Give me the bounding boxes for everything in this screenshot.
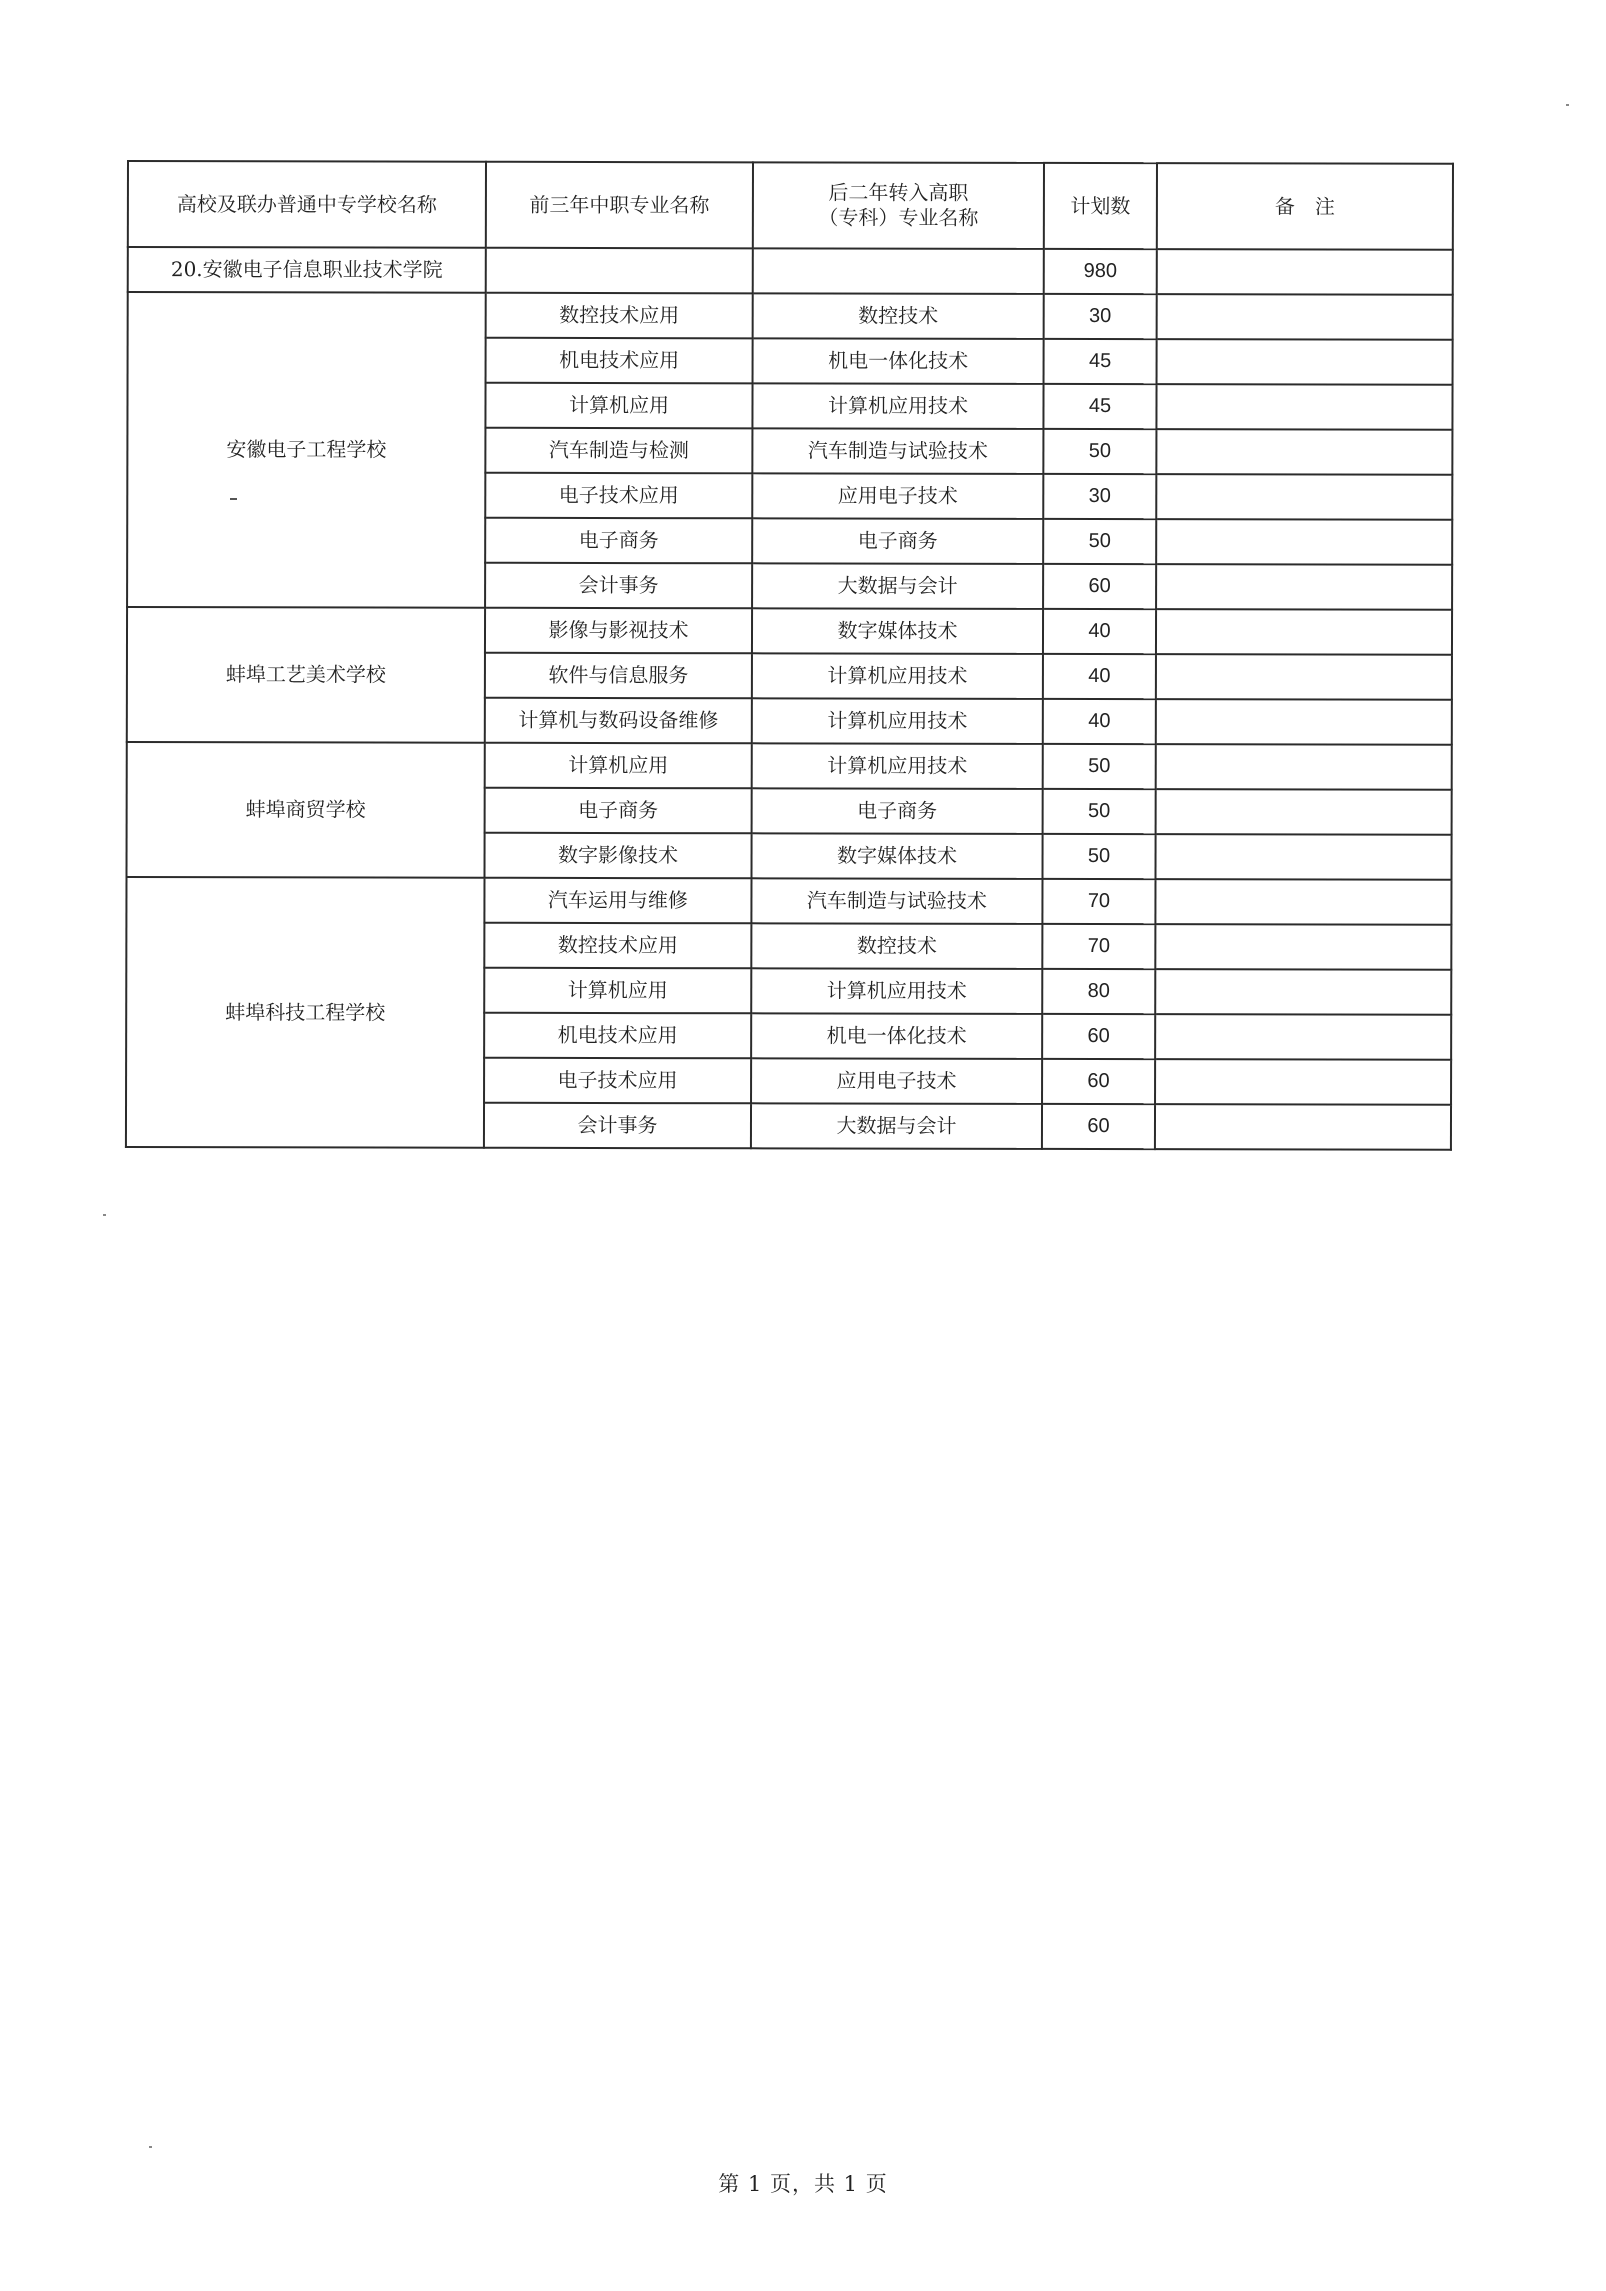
next-major-cell: 数控技术 [753,293,1044,339]
prev-major-cell: 计算机应用 [485,743,752,789]
prev-major-cell: 数控技术应用 [486,293,753,339]
header-prev-major: 前三年中职专业名称 [486,162,753,249]
next-major-cell: 应用电子技术 [752,473,1043,519]
header-next-major [753,162,1044,249]
prev-major-cell: 汽车制造与检测 [485,428,752,474]
note-cell [1156,564,1452,610]
college-total: 980 [1044,249,1157,294]
college-row [128,247,1453,295]
plan-sheet [127,160,1454,1148]
next-major-cell: 大数据与会计 [752,563,1043,609]
prev-major-cell: 计算机应用 [484,968,751,1014]
plan-count-cell: 50 [1043,789,1156,834]
plan-count-cell: 30 [1043,474,1156,519]
scan-speck [103,1214,106,1216]
note-cell [1156,789,1452,835]
plan-count-cell: 70 [1042,879,1155,924]
next-major-cell: 电子商务 [752,518,1043,564]
plan-count-cell: 50 [1043,744,1156,789]
next-major-cell: 汽车制造与试验技术 [751,878,1042,924]
plan-count-cell: 60 [1042,1059,1155,1104]
next-major-cell: 计算机应用技术 [752,743,1043,789]
college-next-empty [753,248,1044,294]
plan-count-cell: 60 [1042,1104,1155,1149]
school-name: 蚌埠工艺美术学校 [127,607,485,743]
header-school: 高校及联办普通中专学校名称 [128,161,486,248]
plan-count-cell: 40 [1043,699,1156,744]
note-cell [1155,1014,1451,1060]
school-name: 安徽电子工程学校 [127,292,486,608]
next-major-cell: 数字媒体技术 [751,833,1042,879]
prev-major-cell: 机电技术应用 [484,1013,751,1059]
header-plan-count: 计划数 [1044,163,1157,249]
plan-count-cell: 45 [1044,339,1157,384]
college-note [1157,249,1453,295]
prev-major-cell: 电子商务 [485,518,752,564]
school-name: 蚌埠商贸学校 [126,742,484,878]
note-cell [1156,519,1452,565]
plan-count-cell: 50 [1043,519,1156,564]
enrollment-plan-table [125,160,1454,1151]
page-footer: 第 1 页，共 1 页 [718,2172,888,2196]
next-major-cell: 数字媒体技术 [752,608,1043,654]
note-cell [1155,969,1451,1015]
note-cell [1155,879,1451,925]
header-row [128,161,1453,250]
note-cell [1157,339,1453,385]
scan-speck [149,2146,152,2148]
next-major-cell: 计算机应用技术 [752,698,1043,744]
plan-count-cell: 50 [1042,834,1155,879]
table-body [126,247,1453,1150]
next-major-cell: 机电一体化技术 [751,1013,1042,1059]
table-row [127,607,1452,655]
scan-speck [1566,104,1569,106]
note-cell [1155,834,1451,880]
prev-major-cell: 数字影像技术 [484,833,751,879]
plan-count-cell: 80 [1042,969,1155,1014]
next-major-cell: 电子商务 [752,788,1043,834]
note-cell [1156,654,1452,700]
header-next-major-line2: （专科）专业名称 [818,205,979,230]
header-next-major-line1: 后二年转入高职 [828,180,969,205]
header-note: 备 注 [1157,163,1453,250]
plan-count-cell: 45 [1043,384,1156,429]
scan-mark [230,498,237,500]
plan-count-cell: 40 [1043,654,1156,699]
next-major-cell: 计算机应用技术 [752,653,1043,699]
table-row [128,292,1453,340]
college-prev-empty [486,248,753,294]
prev-major-cell: 电子技术应用 [484,1058,751,1104]
plan-count-cell: 60 [1043,564,1156,609]
next-major-cell: 计算机应用技术 [752,383,1043,429]
prev-major-cell: 会计事务 [485,563,752,609]
school-name: 蚌埠科技工程学校 [126,877,485,1148]
table-row [127,742,1452,790]
prev-major-cell: 电子商务 [485,788,752,834]
note-cell [1156,429,1452,475]
note-cell [1156,474,1452,520]
note-cell [1155,924,1451,970]
prev-major-cell: 数控技术应用 [484,923,751,969]
next-major-cell: 数控技术 [751,923,1042,969]
plan-count-cell: 50 [1043,429,1156,474]
plan-count-cell: 30 [1044,294,1157,339]
note-cell [1155,1059,1451,1105]
prev-major-cell: 计算机与数码设备维修 [485,698,752,744]
prev-major-cell: 计算机应用 [485,383,752,429]
next-major-cell: 应用电子技术 [751,1058,1042,1104]
prev-major-cell: 会计事务 [484,1103,751,1149]
note-cell [1157,294,1453,340]
plan-count-cell: 60 [1042,1014,1155,1059]
next-major-cell: 机电一体化技术 [753,338,1044,384]
prev-major-cell: 影像与影视技术 [485,608,752,654]
note-cell [1156,609,1452,655]
note-cell [1156,384,1452,430]
note-cell [1156,744,1452,790]
next-major-cell: 大数据与会计 [751,1103,1042,1149]
plan-count-cell: 40 [1043,609,1156,654]
prev-major-cell: 汽车运用与维修 [484,878,751,924]
prev-major-cell: 电子技术应用 [485,473,752,519]
plan-count-cell: 70 [1042,924,1155,969]
next-major-cell: 计算机应用技术 [751,968,1042,1014]
note-cell [1156,699,1452,745]
note-cell [1155,1104,1451,1150]
next-major-cell: 汽车制造与试验技术 [752,428,1043,474]
college-name: 20.安徽电子信息职业技术学院 [128,247,486,293]
prev-major-cell: 软件与信息服务 [485,653,752,699]
table-row [126,877,1451,925]
prev-major-cell: 机电技术应用 [486,338,753,384]
